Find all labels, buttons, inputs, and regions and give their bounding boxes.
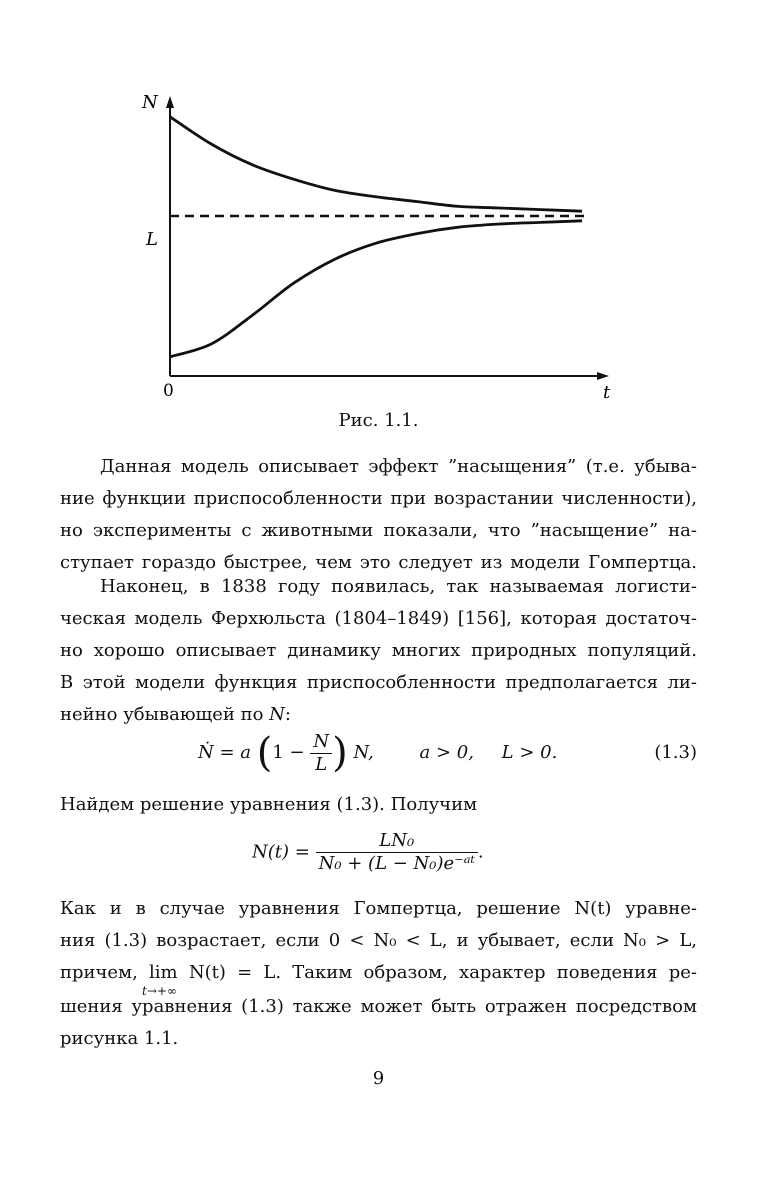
lim-subscript: t→+∞	[142, 984, 177, 998]
page-number: 9	[372, 1068, 385, 1089]
paren-right: )	[332, 730, 348, 776]
solution-tail: .	[477, 841, 484, 863]
solution-fraction	[316, 830, 478, 875]
text-line: Наконец, в 1838 году появилась, так называемая логисти-	[100, 576, 697, 597]
solution-den: N₀ + (L − N₀)e⁻ᵃᵗ	[318, 853, 475, 874]
text-segment: :	[284, 704, 291, 725]
eq-one-minus: 1 −	[272, 742, 311, 763]
math-var: N	[269, 704, 285, 725]
text-line: ступает гораздо быстрее, чем это следует из модели Гомпертца.	[60, 552, 697, 573]
y-axis-label: N	[142, 92, 158, 113]
eq-cond1: a > 0,	[419, 742, 474, 763]
text-line: Найдем решение уравнения (1.3). Получим	[60, 794, 478, 815]
y-axis-arrow	[166, 96, 174, 108]
x-axis-label: t	[603, 382, 611, 403]
text-line: но хорошо описывает динамику многих природных популяций.	[60, 640, 697, 661]
paren-left: (	[256, 730, 273, 776]
text-line: Данная модель описывает эффект ”насыщения” (т.е. убыва-	[100, 456, 697, 477]
figure-chart	[0, 0, 757, 410]
solution-lhs: N(t) =	[252, 841, 316, 863]
eq-after: N,	[353, 742, 374, 763]
equation-1-3	[198, 730, 557, 776]
eq-frac-num: N	[310, 731, 332, 754]
reference-label: L	[146, 229, 158, 250]
equation-number: (1.3)	[654, 742, 697, 763]
series-decreasing-line	[170, 117, 582, 211]
text-line: ния (1.3) возрастает, если 0 < N₀ < L, и убывает, если N₀ > L,	[60, 930, 697, 951]
origin-label: 0	[163, 381, 174, 401]
text-line: рисунка 1.1.	[60, 1028, 179, 1049]
solution-num: LN₀	[316, 830, 478, 853]
eq-cond2: L > 0.	[501, 742, 558, 763]
text-line: ческая модель Ферхюльста (1804–1849) [156], которая достаточ-	[60, 608, 697, 629]
solution-formula	[252, 830, 484, 875]
eq-frac-den: L	[315, 753, 328, 775]
text-segment: нейно убывающей по	[60, 704, 270, 725]
x-axis-arrow	[597, 372, 609, 380]
text-line: причем, lim N(t) = L. Таким образом, характер поведения ре-	[60, 962, 697, 983]
eq-lhs: Ṅ = a	[198, 742, 252, 763]
text-line: шения уравнения (1.3) также может быть отражен посредством	[60, 996, 697, 1017]
figure-caption: Рис. 1.1.	[338, 410, 419, 431]
text-line: ние функции приспособленности при возрастании численности),	[60, 488, 697, 509]
text-line: Как и в случае уравнения Гомпертца, решение N(t) уравне-	[60, 898, 697, 919]
text-line: В этой модели функция приспособленности предполагается ли-	[60, 672, 697, 693]
eq-fraction	[310, 731, 332, 776]
text-line	[60, 700, 291, 730]
series-increasing-line	[170, 221, 582, 357]
text-line: но эксперименты с животными показали, что ”насыщение” на-	[60, 520, 697, 541]
